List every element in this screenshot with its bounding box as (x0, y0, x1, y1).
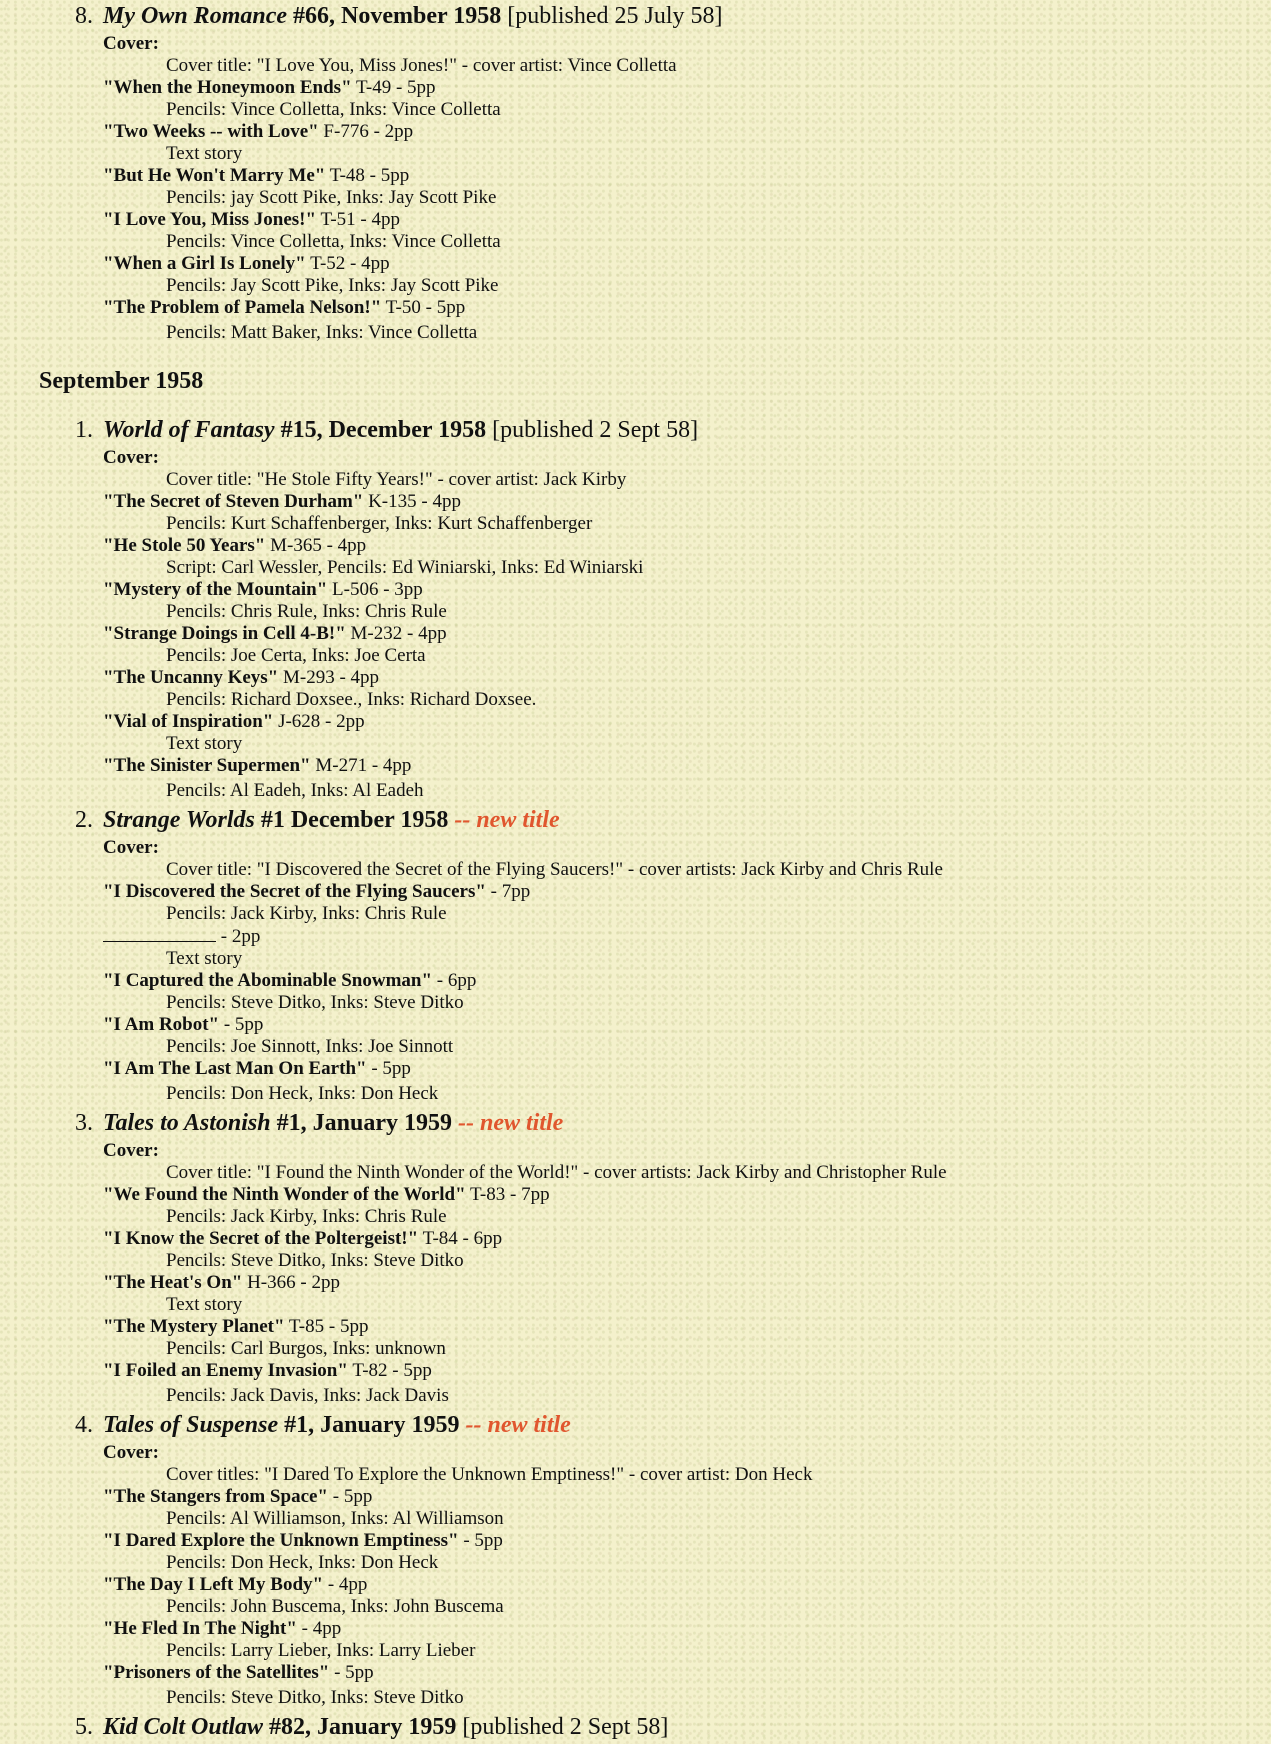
cover-detail: Cover title: "I Love You, Miss Jones!" - cover artist: Vince Colletta (166, 55, 677, 76)
story-title: "Prisoners of the Satellites" (103, 1662, 330, 1683)
story-row (103, 297, 1271, 319)
story-title: "The Heat's On" (103, 1272, 243, 1293)
story-row (103, 1530, 1271, 1552)
issue-heading (75, 804, 1271, 837)
story-title: "Mystery of the Mountain" (103, 579, 328, 600)
new-title-badge: -- new title (459, 1412, 571, 1438)
story-code-pages: T-51 - 4pp (316, 209, 400, 230)
issue-number: 8. (75, 3, 93, 29)
story-credits: Pencils: Joe Sinnott, Inks: Joe Sinnott (166, 1036, 454, 1057)
issue-my-own-romance-66 (75, 0, 1271, 346)
untitled-story-blank (103, 925, 216, 942)
story-title: "I Captured the Abominable Snowman" (103, 970, 433, 991)
story-title: "But He Won't Marry Me" (103, 165, 326, 186)
story-code-pages: - 5pp (458, 1530, 503, 1551)
issue-published-date: [published 2 Sept 58] (456, 1714, 669, 1740)
story-row (103, 1184, 1271, 1206)
story-list (103, 1184, 1271, 1409)
issue-number-date: #1 December 1958 (254, 807, 449, 833)
story-row (103, 491, 1271, 513)
issue-series-title: Tales of Suspense (103, 1412, 279, 1438)
story-list (103, 881, 1271, 1107)
story-title: "The Secret of Steven Durham" (103, 491, 364, 512)
story-title: "The Mystery Planet" (103, 1316, 285, 1337)
story-credits: Pencils: Larry Lieber, Inks: Larry Lieber (166, 1640, 476, 1661)
story-code-pages: M-271 - 4pp (310, 755, 412, 776)
story-row (103, 209, 1271, 231)
story-code-pages: - 4pp (323, 1574, 368, 1595)
story-credits: Pencils: jay Scott Pike, Inks: Jay Scott Pike (166, 187, 497, 208)
story-credits: Text story (166, 733, 243, 754)
story-code-pages: - 7pp (485, 881, 531, 902)
cover-label: Cover: (103, 33, 159, 54)
issue-number: 5. (75, 1714, 93, 1740)
story-row (103, 1014, 1271, 1036)
issue-entry (75, 1107, 1271, 1409)
story-title: "Two Weeks -- with Love" (103, 121, 319, 142)
story-row (103, 1316, 1271, 1338)
story-credits: Pencils: Jack Kirby, Inks: Chris Rule (166, 903, 447, 924)
issue-number-date: #1, January 1959 (270, 1110, 452, 1136)
story-row (103, 970, 1271, 992)
story-row (103, 1058, 1271, 1080)
issue-heading (75, 1107, 1271, 1140)
issue-series-title: Tales to Astonish (103, 1110, 271, 1136)
issue-number: 3. (75, 1110, 93, 1136)
story-code-pages: M-365 - 4pp (265, 535, 367, 556)
cover-detail: Cover title: "I Discovered the Secret of the Flying Saucers!" - cover artists: Jack Kirby and Chris Rule (166, 859, 943, 880)
story-row (103, 121, 1271, 143)
story-code-pages: L-506 - 3pp (327, 579, 423, 600)
story-credits: Pencils: Kurt Schaffenberger, Inks: Kurt Schaffenberger (166, 513, 593, 534)
issue-series-title: Kid Colt Outlaw (103, 1714, 264, 1740)
story-title: "Strange Doings in Cell 4-B!" (103, 623, 346, 644)
issue-number-date: #66, November 1958 (287, 3, 502, 29)
september-issue-list (0, 414, 1271, 1744)
story-credits: Pencils: John Buscema, Inks: John Buscema (166, 1596, 504, 1617)
story-code-pages: - 5pp (328, 1486, 373, 1507)
story-credits: Script: Carl Wessler, Pencils: Ed Winiarski, Inks: Ed Winiarski (166, 557, 644, 578)
story-row (103, 579, 1271, 601)
cover-label: Cover: (103, 447, 159, 468)
story-code-pages: - 4pp (296, 1618, 342, 1639)
story-credits: Pencils: Vince Colletta, Inks: Vince Colletta (166, 231, 501, 252)
issue-number-date: #1, January 1959 (278, 1412, 460, 1438)
issue-entry (75, 414, 1271, 804)
story-code-pages: T-48 - 5pp (325, 165, 410, 186)
story-credits: Pencils: Carl Burgos, Inks: unknown (166, 1338, 446, 1359)
story-code-pages: T-84 - 6pp (418, 1228, 503, 1249)
story-title: "The Day I Left My Body" (103, 1574, 324, 1595)
story-row (103, 711, 1271, 733)
story-row (103, 623, 1271, 645)
story-code-pages: M-293 - 4pp (278, 667, 380, 688)
story-row (103, 165, 1271, 187)
story-credits: Pencils: Al Eadeh, Inks: Al Eadeh (166, 780, 424, 801)
story-code-pages: - 5pp (329, 1662, 374, 1683)
story-title: "He Fled In The Night" (103, 1618, 297, 1639)
story-credits: Pencils: Jay Scott Pike, Inks: Jay Scott Pike (166, 275, 499, 296)
story-row (103, 77, 1271, 99)
story-credits: Pencils: Matt Baker, Inks: Vince Colletta (166, 322, 478, 343)
story-list (103, 77, 1271, 346)
story-credits: Pencils: Steve Ditko, Inks: Steve Ditko (166, 992, 464, 1013)
story-code-pages: T-83 - 7pp (465, 1184, 550, 1205)
issue-published-date: [published 2 Sept 58] (486, 417, 699, 443)
story-title: "Vial of Inspiration" (103, 711, 274, 732)
story-code-pages: T-85 - 5pp (284, 1316, 369, 1337)
cover-detail: Cover title: "He Stole Fifty Years!" - cover artist: Jack Kirby (166, 469, 627, 490)
month-heading: September 1958 (39, 368, 204, 394)
story-code-pages: F-776 - 2pp (318, 121, 414, 142)
issue-number-date: #82, January 1959 (263, 1714, 457, 1740)
story-code-pages: - 6pp (432, 970, 477, 991)
story-title: "He Stole 50 Years" (103, 535, 266, 556)
issue-number-date: #15, December 1958 (274, 417, 487, 443)
story-credits: Text story (166, 143, 243, 164)
issue-series-title: My Own Romance (103, 3, 288, 29)
story-credits: Pencils: Jack Davis, Inks: Jack Davis (166, 1385, 449, 1406)
story-row (103, 1618, 1271, 1640)
cover-label: Cover: (103, 1442, 159, 1463)
story-credits: Pencils: Jack Kirby, Inks: Chris Rule (166, 1206, 447, 1227)
issue-heading (75, 1711, 1271, 1744)
story-row (103, 253, 1271, 275)
cover-label: Cover: (103, 837, 159, 858)
issue-number: 4. (75, 1412, 93, 1438)
story-row (103, 1662, 1271, 1684)
story-title: "The Uncanny Keys" (103, 667, 279, 688)
story-row (103, 535, 1271, 557)
issue-series-title: Strange Worlds (103, 807, 255, 833)
story-code-pages: H-366 - 2pp (242, 1272, 340, 1293)
story-credits: Text story (166, 1294, 243, 1315)
story-row (103, 1574, 1271, 1596)
story-title: "I Dared Explore the Unknown Emptiness" (103, 1530, 459, 1551)
story-credits: Pencils: Chris Rule, Inks: Chris Rule (166, 601, 447, 622)
story-credits: Pencils: Joe Certa, Inks: Joe Certa (166, 645, 426, 666)
story-credits: Text story (166, 948, 243, 969)
issue-entry (75, 804, 1271, 1107)
issue-heading (75, 0, 1271, 33)
story-row (103, 755, 1271, 777)
story-credits: Pencils: Don Heck, Inks: Don Heck (166, 1552, 439, 1573)
story-title: "I Am The Last Man On Earth" (103, 1058, 367, 1079)
cover-detail: Cover titles: "I Dared To Explore the Unknown Emptiness!" - cover artist: Don Heck (166, 1464, 813, 1485)
story-list (103, 491, 1271, 804)
story-credits: Pencils: Steve Ditko, Inks: Steve Ditko (166, 1687, 464, 1708)
story-code-pages: J-628 - 2pp (273, 711, 365, 732)
story-title: "The Sinister Supermen" (103, 755, 311, 776)
issue-number: 2. (75, 807, 93, 833)
story-code-pages: T-52 - 4pp (305, 253, 390, 274)
story-row (103, 881, 1271, 903)
august-issue-list (0, 0, 1271, 346)
story-code-pages: - 2pp (216, 926, 261, 947)
story-row (103, 1228, 1271, 1250)
story-title: "When the Honeymoon Ends" (103, 77, 352, 98)
story-credits: Pencils: Vince Colletta, Inks: Vince Colletta (166, 99, 501, 120)
story-code-pages: K-135 - 4pp (363, 491, 461, 512)
issue-entry (75, 1711, 1271, 1744)
story-title: "I Foiled an Enemy Invasion" (103, 1360, 348, 1381)
story-code-pages: M-232 - 4pp (345, 623, 447, 644)
story-title: "I Am Robot" (103, 1014, 220, 1035)
story-code-pages: - 5pp (219, 1014, 264, 1035)
story-code-pages: T-82 - 5pp (347, 1360, 432, 1381)
story-credits: Pencils: Al Williamson, Inks: Al Williamson (166, 1508, 504, 1529)
story-title: "We Found the Ninth Wonder of the World" (103, 1184, 466, 1205)
cover-detail: Cover title: "I Found the Ninth Wonder of the World!" - cover artists: Jack Kirby and Christopher Rule (166, 1162, 947, 1183)
story-code-pages: - 5pp (366, 1058, 411, 1079)
story-title: "When a Girl Is Lonely" (103, 253, 306, 274)
issue-number: 1. (75, 417, 93, 443)
story-code-pages: T-50 - 5pp (381, 297, 466, 318)
story-row (103, 1360, 1271, 1382)
story-row (103, 1272, 1271, 1294)
new-title-badge: -- new title (448, 807, 560, 833)
issue-published-date: [published 25 July 58] (501, 3, 723, 29)
story-title: "The Stangers from Space" (103, 1486, 328, 1507)
story-title: "I Discovered the Secret of the Flying Saucers" (103, 881, 486, 902)
issue-series-title: World of Fantasy (103, 417, 275, 443)
story-credits: Pencils: Steve Ditko, Inks: Steve Ditko (166, 1250, 464, 1271)
issue-heading (75, 414, 1271, 447)
story-row (103, 925, 1271, 948)
story-credits: Pencils: Richard Doxsee., Inks: Richard Doxsee. (166, 689, 537, 710)
story-code-pages: T-49 - 5pp (351, 77, 436, 98)
story-title: "The Problem of Pamela Nelson!" (103, 297, 382, 318)
issue-heading (75, 1409, 1271, 1442)
story-title: "I Know the Secret of the Poltergeist!" (103, 1228, 419, 1249)
issue-entry (75, 1409, 1271, 1711)
story-credits: Pencils: Don Heck, Inks: Don Heck (166, 1083, 439, 1104)
cover-label: Cover: (103, 1140, 159, 1161)
new-title-badge: -- new title (451, 1110, 564, 1136)
story-row (103, 667, 1271, 689)
story-list (103, 1486, 1271, 1711)
story-title: "I Love You, Miss Jones!" (103, 209, 317, 230)
story-row (103, 1486, 1271, 1508)
